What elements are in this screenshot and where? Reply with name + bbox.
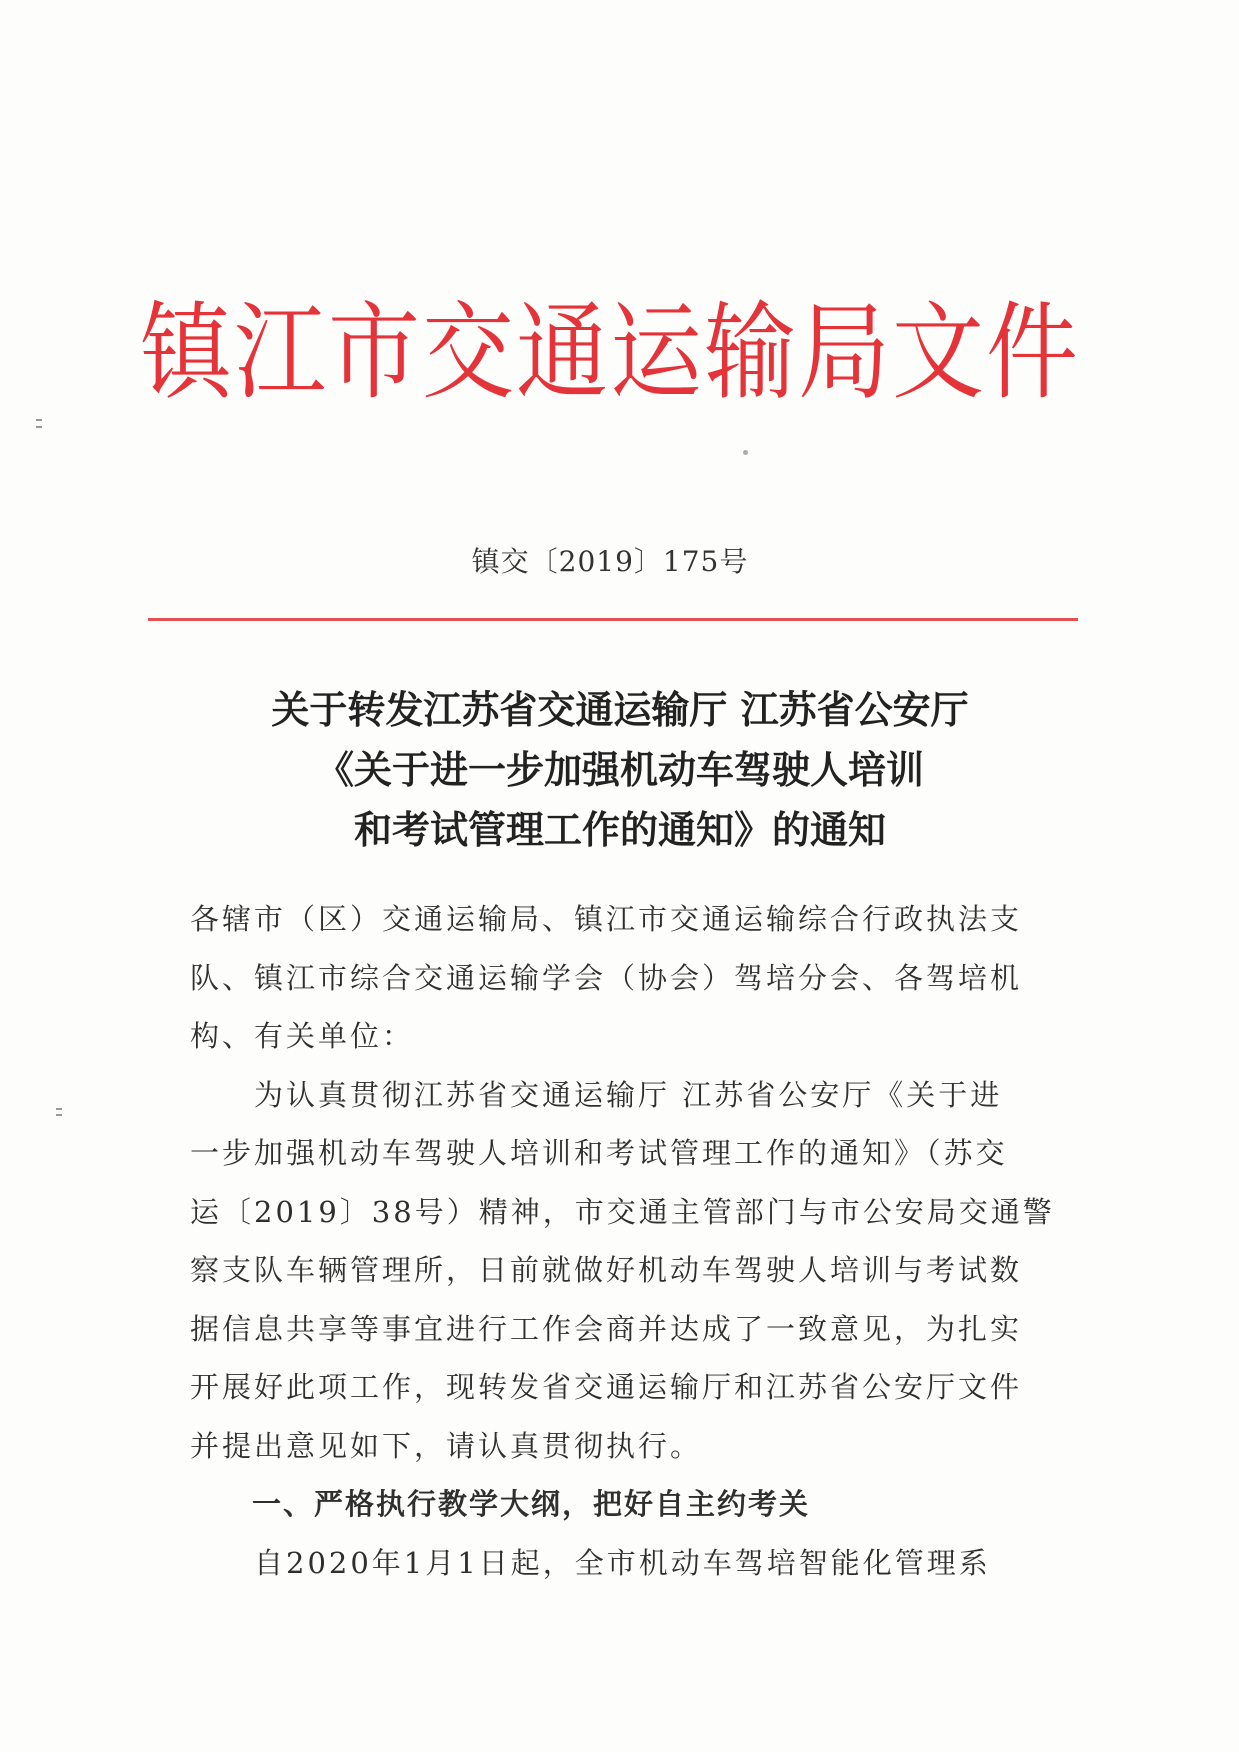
document-title [150,680,1090,860]
body-line: 各辖市（区）交通运输局、镇江市交通运输综合行政执法支 [190,902,1023,936]
title-line: 关于转发江苏省交通运输厅 江苏省公安厅 [271,687,969,732]
title-line: 和考试管理工作的通知》的通知 [353,807,886,852]
body-line: 自2020年1月1日起，全市机动车驾培智能化管理系 [190,1545,991,1580]
body-line: 据信息共享等事宜进行工作会商并达成了一致意见，为扎实 [190,1311,1023,1346]
scan-mark [36,419,42,421]
body-line: 并提出意见如下，请认真贯彻执行。 [190,1428,703,1463]
header-title: 镇江市交通运输局文件 [140,291,1081,415]
scan-mark [56,1108,62,1110]
scan-dot [743,450,748,455]
document-number: 镇交〔2019〕175号 [471,545,749,578]
body-line: 运〔2019〕38号）精神，市交通主管部门与市公安局交通警 [190,1194,1055,1229]
document-body [190,890,1055,1592]
body-line: 察支队车辆管理所，日前就做好机动车驾驶人培训与考试数 [190,1253,1023,1287]
section-heading: 一、严格执行教学大纲，把好自主约考关 [190,1487,811,1521]
title-line: 《关于进一步加强机动车驾驶人培训 [315,747,924,792]
body-line: 开展好此项工作，现转发省交通运输厅和江苏省公安厅文件 [190,1370,1023,1404]
red-divider [148,618,1078,621]
body-line: 一步加强机动车驾驶人培训和考试管理工作的通知》（苏交 [190,1136,1008,1170]
scan-mark [56,1114,62,1116]
body-line: 为认真贯彻江苏省交通运输厅 江苏省公安厅《关于进 [190,1077,1003,1112]
body-line: 构、有关单位： [190,1019,415,1053]
scan-mark [36,426,42,428]
body-line: 队、镇江市综合交通运输学会（协会）驾培分会、各驾培机 [190,960,1023,995]
